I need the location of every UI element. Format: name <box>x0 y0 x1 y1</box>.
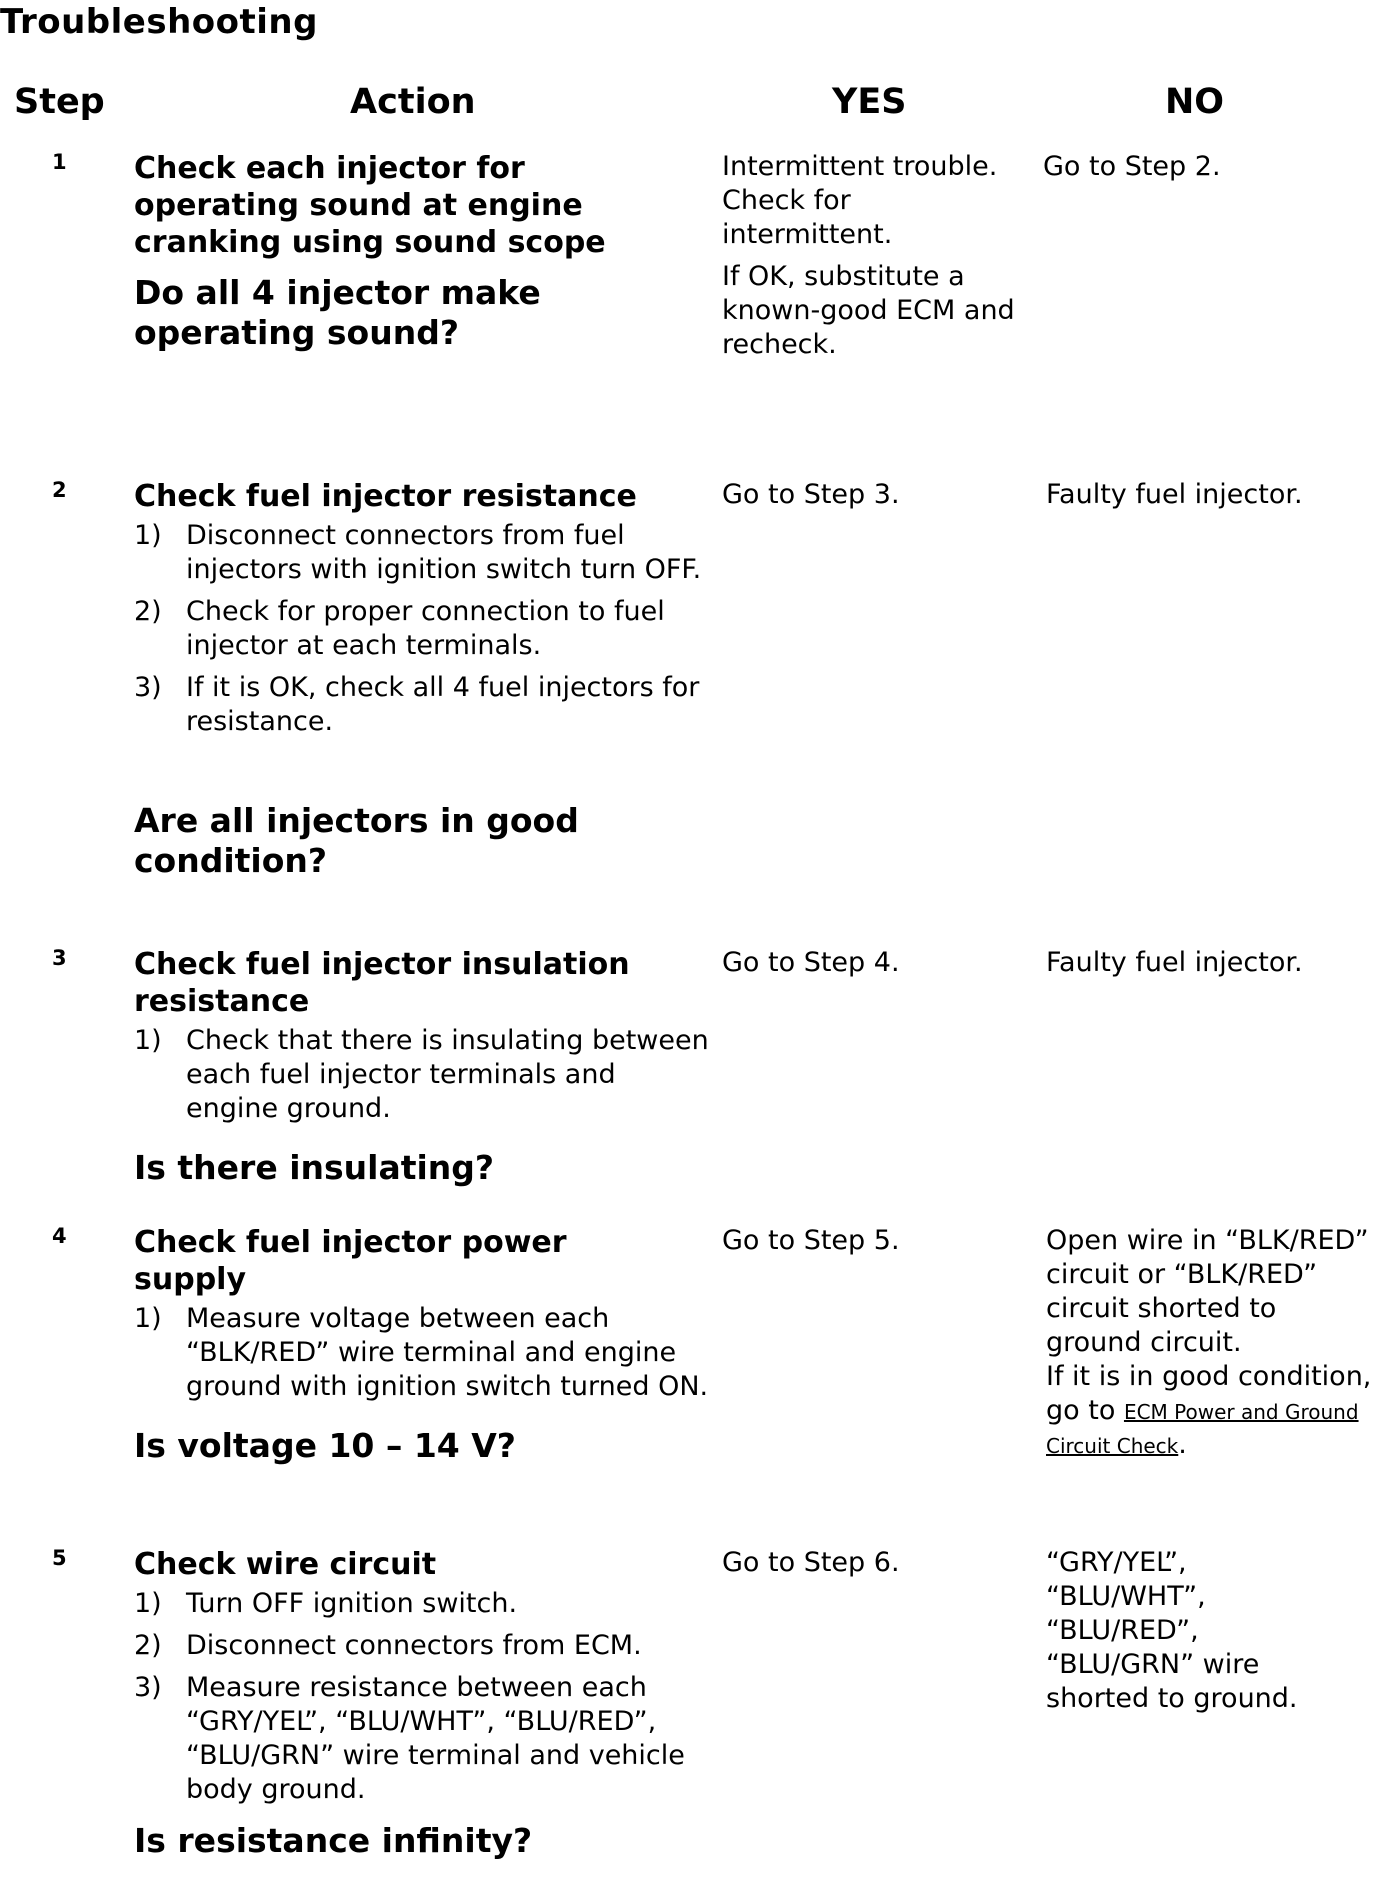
step-number: 1 <box>52 150 67 174</box>
action-title: Check fuel injector resistance <box>134 479 637 514</box>
action-question: Is voltage 10 – 14 V? <box>134 1426 516 1465</box>
yes-text: Go to Step 6. <box>722 1547 900 1578</box>
column-header-yes: YES <box>832 82 907 122</box>
no-end-text: . <box>1178 1429 1187 1460</box>
no-cell <box>1046 1224 1376 1462</box>
no-cell <box>1046 478 1386 520</box>
substep-list <box>134 1024 714 1126</box>
substep: 2) Check for proper connection to fuel injector at each terminals. <box>134 596 665 661</box>
action-title: Check wire circuit <box>134 1547 437 1582</box>
yes-text: Go to Step 4. <box>722 947 900 978</box>
step-number: 3 <box>52 946 67 970</box>
substep-list <box>134 1587 714 1807</box>
yes-cell <box>722 150 1022 370</box>
yes-cell <box>722 1224 1022 1266</box>
no-text: Go to Step 2. <box>1043 151 1221 182</box>
no-text-2 <box>1046 1360 1376 1462</box>
column-header-action: Action <box>350 82 476 122</box>
no-cell <box>1043 150 1383 192</box>
action-question: Do all 4 injector make operating sound? <box>134 273 541 352</box>
step-number: 2 <box>52 478 67 502</box>
column-header-no: NO <box>1165 82 1225 122</box>
action-cell <box>134 150 714 353</box>
substep-list <box>134 1302 714 1404</box>
action-cell <box>134 478 714 881</box>
action-title: Check each injector for operating sound at engine cranking using sound scope <box>134 151 606 260</box>
yes-text: Intermittent trouble. Check for intermittent. <box>722 151 998 250</box>
yes-cell <box>722 946 1022 988</box>
substep: 1) Measure voltage between each “BLK/RED” wire terminal and engine ground with ignition switch turned ON. <box>134 1303 709 1402</box>
action-question: Is there insulating? <box>134 1148 495 1187</box>
yes-text: Go to Step 3. <box>722 479 900 510</box>
no-text: Faulty fuel injector. <box>1046 479 1303 510</box>
step-number: 4 <box>52 1224 67 1248</box>
action-cell <box>134 1224 714 1466</box>
substep: 3) Measure resistance between each “GRY/YEL”, “BLU/WHT”, “BLU/RED”, “BLU/GRN” wire terminal and vehicle body ground. <box>134 1672 685 1805</box>
action-cell <box>134 946 714 1188</box>
action-question: Is resistance infinity? <box>134 1821 533 1860</box>
column-header-step: Step <box>14 82 105 122</box>
no-extra-text: If it is in good condition, go to <box>1046 1361 1372 1426</box>
yes-text-2: If OK, substitute a known-good ECM and recheck. <box>722 261 1015 360</box>
substep: 1) Disconnect connectors from fuel injectors with ignition switch turn OFF. <box>134 520 702 585</box>
yes-cell <box>722 478 1022 520</box>
action-question: Are all injectors in good condition? <box>134 801 579 880</box>
no-cell <box>1046 1546 1336 1724</box>
no-text: Faulty fuel injector. <box>1046 947 1303 978</box>
yes-text: Go to Step 5. <box>722 1225 900 1256</box>
step-number: 5 <box>52 1546 67 1570</box>
action-title: Check fuel injector insulation resistance <box>134 947 630 1019</box>
action-cell <box>134 1546 714 1861</box>
substep: 1) Check that there is insulating between each fuel injector terminals and engine ground. <box>134 1025 709 1124</box>
no-text: “GRY/YEL”, “BLU/WHT”, “BLU/RED”, “BLU/GRN” wire shorted to ground. <box>1046 1547 1298 1714</box>
action-title: Check fuel injector power supply <box>134 1225 567 1297</box>
no-cell <box>1046 946 1386 988</box>
substep: 3) If it is OK, check all 4 fuel injectors for resistance. <box>134 672 700 737</box>
no-text: Open wire in “BLK/RED” circuit or “BLK/RED” circuit shorted to ground circuit. <box>1046 1225 1369 1358</box>
ecm-power-ground-circuit-check-link[interactable]: ECM Power and Ground Circuit Check <box>1046 1400 1359 1458</box>
substep-list <box>134 519 714 739</box>
substep: 1) Turn OFF ignition switch. <box>134 1588 518 1619</box>
page-title: Troubleshooting <box>0 2 318 42</box>
yes-cell <box>722 1546 1022 1588</box>
substep: 2) Disconnect connectors from ECM. <box>134 1630 642 1661</box>
